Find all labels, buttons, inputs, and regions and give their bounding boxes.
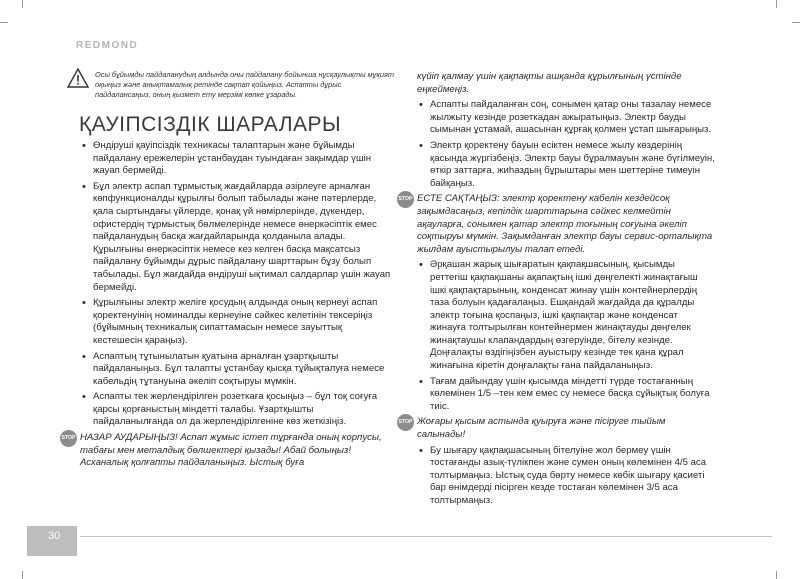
- corner-mark-top-left: [22, 0, 23, 8]
- right-column: [417, 71, 715, 511]
- bullet-paragraph: • Бу шығару қақпақшасының бітелуіне жол бермеу үшін тостағанды азық-түлікпен және сумен оның көлемінен 4/5 аса толтырмаңыз. Ыстық суда бөрту немесе көбік шығару қасиеті бар өнімдерді пісірген кезде тостаған көлемінен 3/5 аса толтырмаңыз.: [417, 445, 715, 508]
- stop-warning-paragraph: ЕСТЕ САҚТАҢЫЗ: электр қоректену кабелін кездейсоқ зақымдасаңыз, кепілдік шарттарына сәйкес келмейтін ақауларға, сонымен қатар электр тоғының соғуына әкеліп соқтыруы мүмкін. Зақымданған электр бауы сервис-орталықта жылдам ауыстырылуы талап етеді.: [417, 193, 713, 255]
- corner-mark-top-left-h: [0, 22, 8, 23]
- bullet-paragraph: • Бұл электр аспап тұрмыстық жағдайларда әзірлеуге арналған көпфункционалды құрылғы болып табылады және пәтерлерде, қала сыртындағы үйлерде, қонақ үй нөмірлерінде, дүкендер, офистердің тұрмыстық бөлмелерінде немесе өнеркәсіптік емес пайдаланудың басқа жағдайларында қолданыла алады. Құрылғыны өнеркәсіптік немесе кез келген басқа мақсатсыз пайдалану бұйымды дұрыс пайдалану шарттарын бұзу болып табылады. Бұл жағдайда өндіруші ықтимал салдарлар үшін жауап бермейді.: [80, 181, 394, 294]
- stop-warning-paragraph: НАЗАР АУДАРЫҢЫЗ! Аспап жұмыс істеп тұрғанда оның корпусы, табағы мен металдық бөлшектері қызады! Абай болыңыз! Асханалық қолғапты пайдаланыңыз. Ыстық буға: [80, 432, 382, 469]
- page-number: 30: [48, 530, 61, 542]
- section-title: ҚАУІПСІЗДІК ШАРАЛАРЫ: [79, 113, 342, 136]
- bullet-paragraph: • Аспаптың тұтынылатын қуатына арналған ұзартқышты пайдаланыңыз. Бұл талапты ұстанбау қысқа тұйықталуға немесе кабельдің тұтануына әкеліп соқтыруы мүмкін.: [80, 351, 394, 389]
- corner-mark-top-right: [776, 0, 777, 8]
- bullet-paragraph: • Құрылғыны электр желіге қосудың алдында оның кернеуі аспап қоректенуінің номиналды кернеуіне сәйкес келетінін тексеріңіз (бұйымның техникалық сипаттамасын немесе зауыттық кестешесін қараңыз).: [80, 297, 394, 347]
- brand-logo: REDMOND: [76, 40, 139, 51]
- stop-icon: STOP: [397, 191, 414, 208]
- bullet-paragraph: • Электр қоректену бауын есіктен немесе жылу көздерінің қасында жүргізбеңіз. Электр бауы бұралмауын және бүгілмеуін, өткір заттарға, жиһаздың бұрыштары мен шеттеріне тимеуін байқаңыз.: [417, 140, 715, 190]
- footer-divider: [80, 536, 772, 537]
- bullet-paragraph: • Аспапты пайдаланған соң, сонымен қатар оны тазалау немесе жылжыту кезінде розеткадан ажыратыңыз. Электр бауды сымынан ұстамай, ашасынан құрғақ қолмен ұстап шығарыңыз.: [417, 99, 715, 137]
- warning-triangle-icon: [67, 68, 89, 88]
- left-column: [80, 140, 394, 473]
- stop-icon: STOP: [60, 430, 77, 447]
- warning-note: Осы бұйымды пайдаланудың алдында оны пайдалану бойынша нұсқаулықты мұқият оқыңыз және анықтамалық ретінде сақтап қойыңыз. Аспапты дұрыс пайдалансаңыз, оның қызмет ету мерзімі көпке ұзарады.: [95, 70, 395, 99]
- continued-paragraph: күйіп қалмау үшін қақпақты ашқанда құрылғының үстінде еңкеймеңіз.: [417, 71, 682, 95]
- stop-warning-paragraph: Жоғары қысым астында қуыруға және пісіруге тыйым салынады!: [417, 416, 666, 441]
- corner-mark-bottom-right: [776, 571, 777, 579]
- stop-icon: STOP: [397, 414, 414, 431]
- bullet-paragraph: • Өндіруші қауіпсіздік техникасы талаптарын және бұйымды пайдалану ережелерін ұстанбаудан туындаған зақымдар үшін жауап бермейді.: [80, 140, 394, 178]
- bullet-paragraph: • Аспапты тек жерлендірілген розеткаға қосыңыз – бұл тоқ соғуға қарсы қорғаныстың міндетті талабы. Ұзартқышты пайдаланылғанда ол да жерлендірілгеніне көз жеткізіңіз.: [80, 391, 394, 429]
- corner-mark-top-right-h: [792, 22, 800, 23]
- corner-mark-bottom-left: [22, 571, 23, 579]
- bullet-paragraph: • Әрқашан жарық шығаратын қақпақшасының, қысымды реттегіш қақпақшаны ақапақтың ішкі дөңгелекті жинақтағыш ішкі қақпақтарының, конденсат жинау үшін контейнерлердің таза болуын қадағалаңыз. Ешқандай жағдайда да құралды электр тоғына қоспаңыз, ішкі қақпақтар және конденсат жинауға толтырылған контейнермен жинақтауды дөңгелек жинақтаушы клапандардың өзгеруінде, бітелу кезінде. Доңғалақты өздігіңізбен ауыстыру кезінде тек қана құрал жинағына кіретін доңғалақты ғана пайдаланыңыз.: [417, 259, 715, 372]
- bullet-paragraph: • Тағам дайындау үшін қысымда міндетті түрде тостағанның көлемінен 1/5 –тен кем емес су немесе басқа сұйықтық болуға тиіс.: [417, 376, 715, 414]
